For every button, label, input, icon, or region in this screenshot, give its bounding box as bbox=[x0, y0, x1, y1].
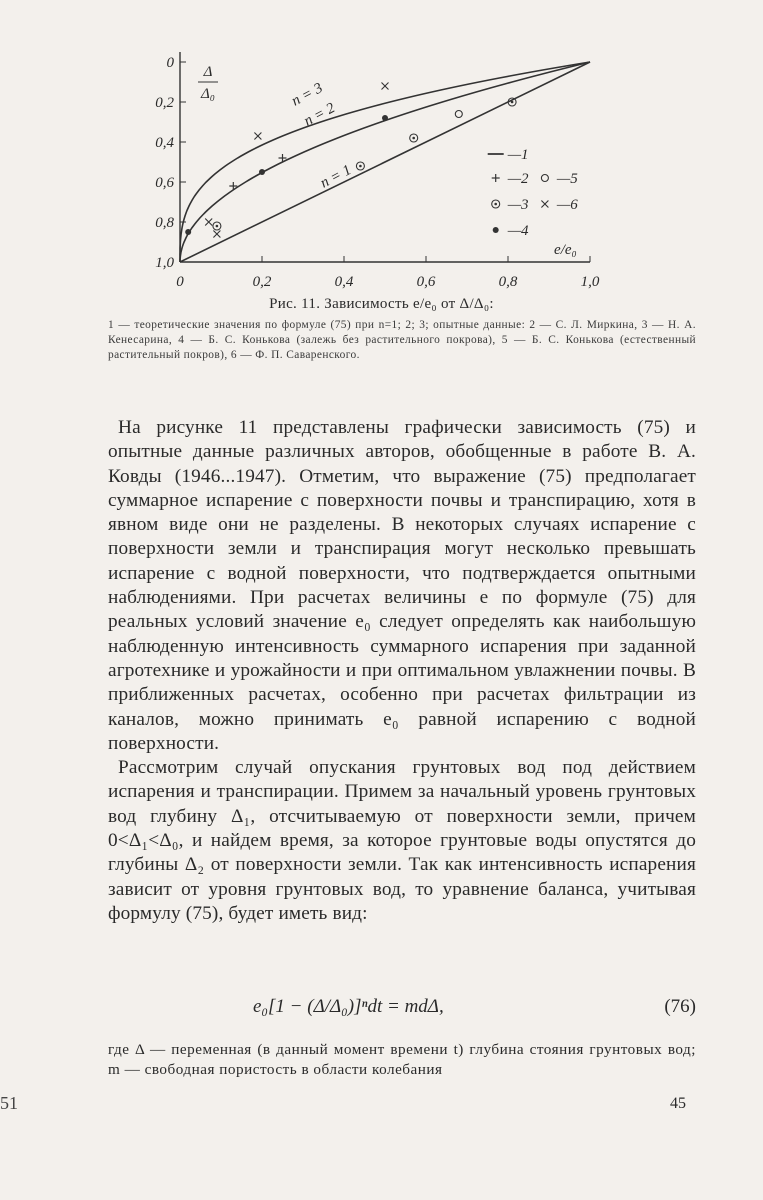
data-point-series-3 bbox=[356, 162, 364, 170]
legend-symbol bbox=[492, 174, 500, 182]
data-point-series-6 bbox=[205, 219, 212, 226]
paragraph-2: Рассмотрим случай опускания грунтовых вод под действием испарения и транспирации. Примем за начальный уровень грунтовых вод глубину Δ₁, отсчитываемую от поверхности земли, причем 0<Δ₁<Δ₀, и найдем время, за которое грунтовые воды опустятся до глубины Δ₂ от поверхности земли. Так как интенсивность испарения зависит от уровня грунтовых вод, то уравнение баланса, учитывая формулу (75), будет иметь вид: bbox=[108, 757, 696, 924]
x-tick-label: 0,4 bbox=[334, 274, 354, 290]
data-point-series-6 bbox=[254, 133, 261, 140]
footnote-text: где Δ — переменная (в данный момент времени t) глубина стояния грунтовых вод; m — свободная пористость в области колебания bbox=[108, 1041, 696, 1078]
x-tick-label: 0 bbox=[176, 274, 184, 290]
data-point-series-4 bbox=[259, 169, 265, 175]
legend-label: —3 bbox=[507, 197, 529, 213]
figure-caption-body: 1 — теоретические значения по формуле (75) при n=1; 2; 3; опытные данные: 2 — С. Л. Миркина, 3 — Н. А. Кенесарина, 4 — Б. С. Конькова (залежь без растительного покрова), 5 — Б. С. Конькова (естественный растительный покров), 6 — Ф. П. Саваренского. bbox=[108, 319, 696, 361]
data-point-series-6 bbox=[382, 83, 389, 90]
equation-text: e₀[1 − (Δ/Δ₀)]ⁿdt = mdΔ, bbox=[253, 996, 444, 1017]
data-point-series-3 bbox=[410, 134, 418, 142]
margin-mark: 51 bbox=[0, 1093, 18, 1113]
equation-number: (76) bbox=[664, 996, 696, 1017]
y-tick-label: 0,2 bbox=[155, 95, 174, 111]
x-tick-label: 0,2 bbox=[252, 274, 272, 290]
data-point-series-6 bbox=[213, 231, 220, 238]
legend-symbol bbox=[541, 175, 548, 182]
y-tick-label: 0,8 bbox=[155, 215, 174, 231]
curve-label: n = 2 bbox=[301, 100, 338, 130]
paragraph-1: На рисунке 11 представлены графически зависимость (75) и опытные данные различных авторов, обобщенные в работе В. А. Ковды (1946...1947). Отметим, что выражение (75) предполагает суммарное испарение с поверхности почвы и транспирацию, хотя в явном виде они не разделены. В некоторых случаях испарение с поверхности земли и транспирация могут несколько превышать испарение с водной поверхности, что подтверждается опытными наблюдениями. При расчетах величины e по формуле (75) для реальных условий значение e₀ следует определять как наибольшую наблюденную интенсивность суммарного испарения при заданной агротехнике и урожайности и при оптимальном увлажнении почвы. В приближенных расчетах, особенно при расчетах фильтрации из каналов, можно принимать e₀ равной испарению с водной поверхности. bbox=[108, 417, 696, 754]
data-point-series-3 bbox=[213, 222, 221, 230]
curve-label: n = 1 bbox=[317, 162, 355, 192]
page-number: 45 bbox=[670, 1095, 686, 1112]
x-axis-label: e/e₀ bbox=[554, 242, 577, 258]
y-tick-label: 0,6 bbox=[155, 175, 174, 191]
legend-label: —1 bbox=[507, 147, 529, 163]
figure-11-chart bbox=[140, 40, 600, 290]
y-tick-label: 0,4 bbox=[155, 135, 174, 151]
y-axis-label-top: Δ bbox=[203, 64, 213, 80]
legend-label: —2 bbox=[507, 171, 529, 187]
legend-symbol bbox=[541, 201, 548, 208]
figure-caption-title: Рис. 11. Зависимость e/e₀ от Δ/Δ₀: bbox=[269, 296, 494, 312]
y-tick-label: 1,0 bbox=[155, 255, 174, 271]
body-text bbox=[108, 416, 696, 926]
y-axis-label-bottom: Δ₀ bbox=[200, 86, 216, 102]
y-tick-label: 0 bbox=[166, 55, 174, 71]
curve-label: n = 3 bbox=[289, 80, 326, 110]
data-point-series-5 bbox=[455, 111, 462, 118]
data-point-series-4 bbox=[382, 115, 388, 121]
legend-symbol bbox=[492, 200, 500, 208]
legend-label: —6 bbox=[556, 197, 578, 213]
legend-label: —4 bbox=[507, 223, 529, 239]
x-tick-label: 0,6 bbox=[416, 274, 436, 290]
data-point-series-4 bbox=[185, 229, 191, 235]
x-tick-label: 1,0 bbox=[580, 274, 600, 290]
legend-label: —5 bbox=[556, 171, 578, 187]
legend-symbol bbox=[493, 227, 499, 233]
x-tick-label: 0,8 bbox=[498, 274, 518, 290]
